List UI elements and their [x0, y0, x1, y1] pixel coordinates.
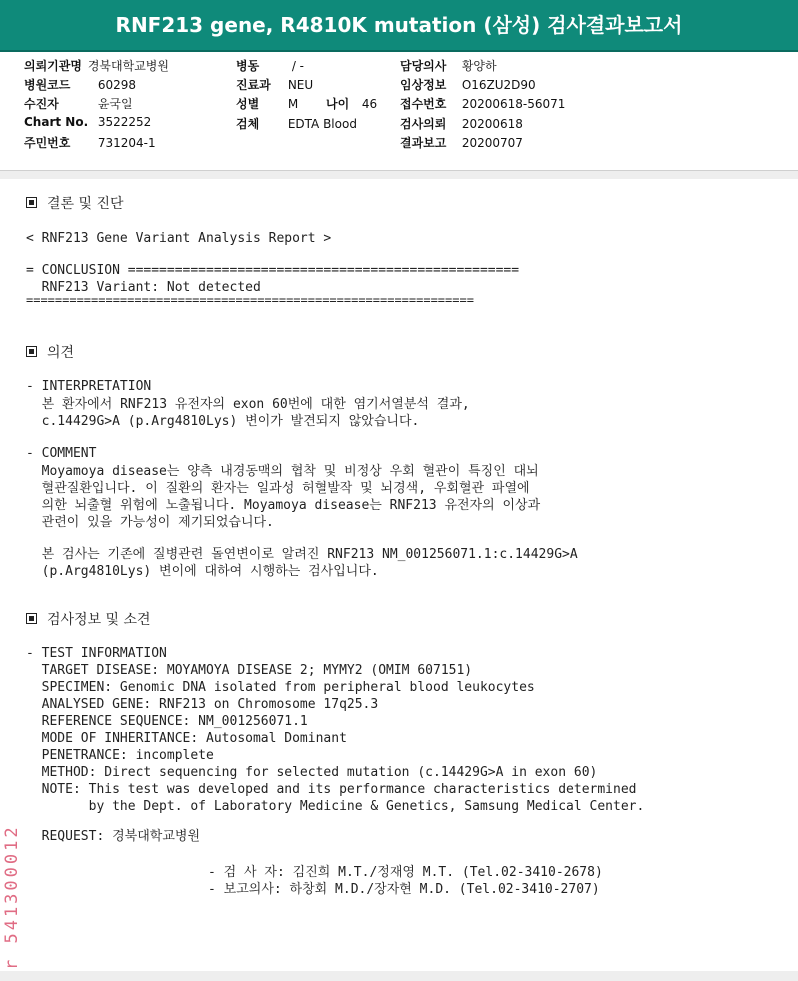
test-info-line: MODE OF INHERITANCE: Autosomal Dominant	[26, 731, 347, 746]
examiner-line: - 검 사 자: 김진희 M.T./정재영 M.T. (Tel.02-3410-2678)	[208, 865, 603, 880]
test-info-line: SPECIMEN: Genomic DNA isolated from peripheral blood leukocytes	[26, 680, 535, 695]
header-divider	[0, 171, 798, 179]
interpretation-heading: - INTERPRETATION	[26, 379, 152, 394]
comment-line: (p.Arg4810Lys) 변이에 대하여 시행하는 검사입니다.	[26, 564, 379, 579]
test-info-line: NOTE: This test was developed and its performance characteristics determined	[26, 782, 637, 797]
header-row-physician: 담당의사 황양하	[400, 59, 497, 73]
report-title: RNF213 gene, R4810K mutation (삼성) 검사결과보고서	[115, 13, 683, 37]
header-row-resident-no: 주민번호 731204-1	[24, 136, 156, 150]
comment-line: 본 검사는 기존에 질병관련 돌연변이로 알려진 RNF213 NM_001256071.1:c.14429G>A	[26, 547, 578, 562]
header-row-patient: 수진자 윤국일	[24, 97, 133, 111]
bottom-border	[0, 971, 798, 981]
section-heading-test-info: 검사정보 및 소견	[26, 612, 151, 629]
comment-line: 의한 뇌출혈 위험에 노출됩니다. Moyamoya disease는 RNF213 유전자의 이상과	[26, 498, 541, 513]
variant-result: RNF213 Variant: Not detected	[26, 280, 261, 295]
header-row-department: 진료과 NEU	[236, 78, 314, 92]
filled-square-icon	[26, 613, 37, 624]
comment-line: 관련이 있을 가능성이 제기되었습니다.	[26, 515, 274, 530]
separator-line: ==============================================================	[26, 293, 474, 307]
header-row-ward: 병동 / -	[236, 59, 305, 73]
header-row-specimen: 검체 EDTA Blood	[236, 117, 357, 131]
request-line: REQUEST: 경북대학교병원	[26, 829, 200, 844]
test-info-line: ANALYSED GENE: RNF213 on Chromosome 17q25.3	[26, 697, 379, 712]
test-info-line: by the Dept. of Laboratory Medicine & Genetics, Samsung Medical Center.	[26, 799, 645, 814]
test-info-line: TARGET DISEASE: MOYAMOYA DISEASE 2; MYMY2 (OMIM 607151)	[26, 663, 473, 678]
comment-line: 혈관질환입니다. 이 질환의 환자는 일과성 허혈발작 및 뇌경색, 우회혈관 파열에	[26, 481, 530, 496]
filled-square-icon	[26, 346, 37, 357]
test-info-line: REFERENCE SEQUENCE: NM_001256071.1	[26, 714, 308, 729]
header-row-age: 나이 46	[326, 97, 378, 111]
test-info-line: PENETRANCE: incomplete	[26, 748, 214, 763]
report-subtitle: < RNF213 Gene Variant Analysis Report >	[26, 231, 332, 246]
document-serial-watermark: r 541300012	[2, 824, 22, 970]
scanned-report-body	[0, 179, 798, 971]
header-row-chart-no: Chart No. 3522252	[24, 115, 152, 129]
comment-heading: - COMMENT	[26, 446, 97, 461]
header-row-sex: 성별 M	[236, 97, 299, 111]
header-row-report-date: 결과보고 20200707	[400, 136, 523, 150]
test-info-line: METHOD: Direct sequencing for selected mutation (c.14429G>A in exon 60)	[26, 765, 598, 780]
filled-square-icon	[26, 197, 37, 208]
section-heading-opinion: 의견	[26, 345, 74, 362]
header-row-institution: 의뢰기관명 경북대학교병원	[24, 59, 169, 73]
comment-line: Moyamoya disease는 양측 내경동맥의 협착 및 비정상 우회 혈관이 특징인 대뇌	[26, 464, 539, 479]
header-row-request-date: 검사의뢰 20200618	[400, 117, 523, 131]
report-title-bar	[0, 0, 798, 52]
reporter-line: - 보고의사: 하창회 M.D./장자현 M.D. (Tel.02-3410-2707)	[208, 882, 600, 897]
interpretation-line: 본 환자에서 RNF213 유전자의 exon 60번에 대한 염기서열분석 결과,	[26, 397, 470, 412]
interpretation-line: c.14429G>A (p.Arg4810Lys) 변이가 발견되지 않았습니다.	[26, 414, 420, 429]
test-info-heading: - TEST INFORMATION	[26, 646, 167, 661]
header-row-clinical-info: 임상정보 O16ZU2D90	[400, 78, 536, 92]
header-row-hospital-code: 병원코드 60298	[24, 78, 137, 92]
conclusion-line: = CONCLUSION ==================================================	[26, 263, 520, 278]
patient-info-header	[0, 52, 798, 171]
section-heading-conclusion: 결론 및 진단	[26, 196, 124, 213]
header-row-accession-no: 접수번호 20200618-56071	[400, 97, 566, 111]
